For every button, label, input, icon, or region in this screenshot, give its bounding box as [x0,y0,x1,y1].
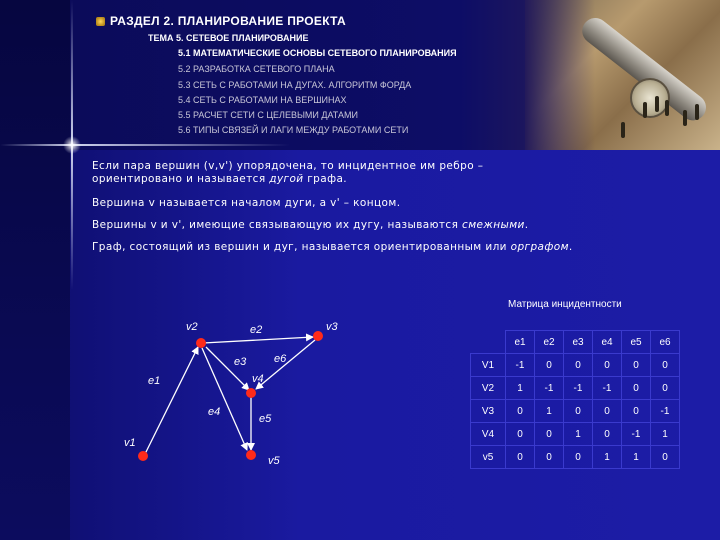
matrix-col-header: e1 [506,331,535,354]
matrix-cell: 1 [593,446,622,469]
left-dark-strip [0,0,70,540]
edge-label-e4: e4 [208,406,221,418]
vertex-label-v1: v1 [124,437,136,449]
matrix-col-header: e4 [593,331,622,354]
matrix-header-row [471,331,680,354]
paragraph-arc-start-end: Вершина v называется началом дуги, а v' – концом. [92,197,401,209]
matrix-cell: -1 [535,377,564,400]
matrix-row [471,423,680,446]
paragraph-arc-line1: Если пара вершин (v,v') упорядочена, то инцидентное им ребро – [92,160,484,172]
matrix-row-header: V2 [471,377,506,400]
subtopic-5-4: 5.4 СЕТЬ С РАБОТАМИ НА ВЕРШИНАХ [178,95,347,105]
matrix-title: Матрица инцидентности [508,299,622,310]
matrix-cell: 1 [622,446,651,469]
paragraph-arc-line2 [92,173,483,186]
matrix-cell: -1 [506,354,535,377]
paragraph-digraph [92,241,573,254]
figure-icon [665,100,669,116]
matrix-cell: 0 [651,446,680,469]
matrix-col-header: e2 [535,331,564,354]
matrix-cell: -1 [651,400,680,423]
matrix-col-header: e5 [622,331,651,354]
matrix-row-header: V3 [471,400,506,423]
matrix-row-header: V1 [471,354,506,377]
edge-label-e3: e3 [234,356,247,368]
matrix-cell: 0 [593,400,622,423]
subtopic-5-2: 5.2 РАЗРАБОТКА СЕТЕВОГО ПЛАНА [178,64,335,74]
subtopic-5-6: 5.6 ТИПЫ СВЯЗЕЙ И ЛАГИ МЕЖДУ РАБОТАМИ СЕТИ [178,125,409,135]
edge-label-e6: e6 [274,353,287,365]
matrix-cell: 0 [593,354,622,377]
matrix-cell: 0 [564,400,593,423]
section-title: РАЗДЕЛ 2. ПЛАНИРОВАНИЕ ПРОЕКТА [110,14,346,28]
matrix-cell: 0 [651,354,680,377]
matrix-cell: 0 [622,354,651,377]
vertex-label-v2: v2 [186,321,198,333]
edge-e3 [206,347,249,390]
edge-e2 [203,337,313,343]
matrix-row [471,354,680,377]
edge-label-e2: e2 [250,324,263,336]
paragraph-arc-definition [92,160,483,186]
lens-flare-horizontal [0,144,290,146]
text-span: ориентировано и называется [92,173,270,185]
vertex-v1 [138,451,148,461]
matrix-cell: 0 [535,423,564,446]
matrix-cell: -1 [564,377,593,400]
directed-graph-diagram [110,310,350,480]
term-adjacent: смежными [462,219,525,231]
figure-icon [621,122,625,138]
matrix-cell: 0 [651,377,680,400]
vertex-label-v4: v4 [252,373,264,385]
vertex-label-v5: v5 [268,455,280,467]
text-span: . [524,219,529,231]
matrix-cell: -1 [593,377,622,400]
text-span: . [568,241,573,253]
figure-icon [683,110,687,126]
vertex-v5 [246,450,256,460]
section-bullet-icon [96,17,105,26]
matrix-corner-cell [471,331,506,354]
matrix-row-header: v5 [471,446,506,469]
matrix-row [471,446,680,469]
matrix-row [471,377,680,400]
vertex-v3 [313,331,323,341]
matrix-col-header: e6 [651,331,680,354]
matrix-cell: 0 [564,354,593,377]
matrix-cell: 1 [506,377,535,400]
matrix-cell: 0 [506,400,535,423]
subtopic-5-3: 5.3 СЕТЬ С РАБОТАМИ НА ДУГАХ. АЛГОРИТМ ФОРДА [178,80,412,90]
matrix-cell: 0 [593,423,622,446]
text-span: графа. [303,173,348,185]
figure-icon [695,104,699,120]
matrix-cell: 1 [564,423,593,446]
matrix-cell: -1 [622,423,651,446]
incidence-matrix-table [470,330,680,469]
matrix-cell: 0 [622,377,651,400]
edge-label-e1: e1 [148,375,161,387]
matrix-cell: 1 [535,400,564,423]
vertex-v2 [196,338,206,348]
figure-icon [643,102,647,118]
matrix-cell: 0 [535,446,564,469]
compass-icon [630,78,670,118]
term-digraph: орграфом [510,241,569,253]
matrix-cell: 0 [564,446,593,469]
matrix-cell: 0 [622,400,651,423]
text-span: Граф, состоящий из вершин и дуг, называется ориентированным или [92,241,511,253]
matrix-row [471,400,680,423]
matrix-cell: 0 [506,446,535,469]
matrix-cell: 0 [506,423,535,446]
vertex-v4 [246,388,256,398]
edge-label-e5: e5 [259,413,272,425]
header-photo-telescope-map [525,0,720,150]
matrix-cell: 1 [651,423,680,446]
matrix-row-header: V4 [471,423,506,446]
matrix-cell: 0 [535,354,564,377]
vertex-label-v3: v3 [326,321,338,333]
edge-e1 [145,347,198,454]
topic-title: ТЕМА 5. СЕТЕВОЕ ПЛАНИРОВАНИЕ [148,33,309,43]
subtopic-5-1: 5.1 МАТЕМАТИЧЕСКИЕ ОСНОВЫ СЕТЕВОГО ПЛАНИРОВАНИЯ [178,48,457,58]
paragraph-adjacent [92,219,529,232]
figure-icon [655,96,659,112]
lens-flare-core [63,136,81,154]
subtopic-5-5: 5.5 РАСЧЕТ СЕТИ С ЦЕЛЕВЫМИ ДАТАМИ [178,110,358,120]
term-arc: дугой [269,173,304,185]
text-span: Вершины v и v', имеющие связывающую их дугу, называются [92,219,463,231]
matrix-col-header: e3 [564,331,593,354]
